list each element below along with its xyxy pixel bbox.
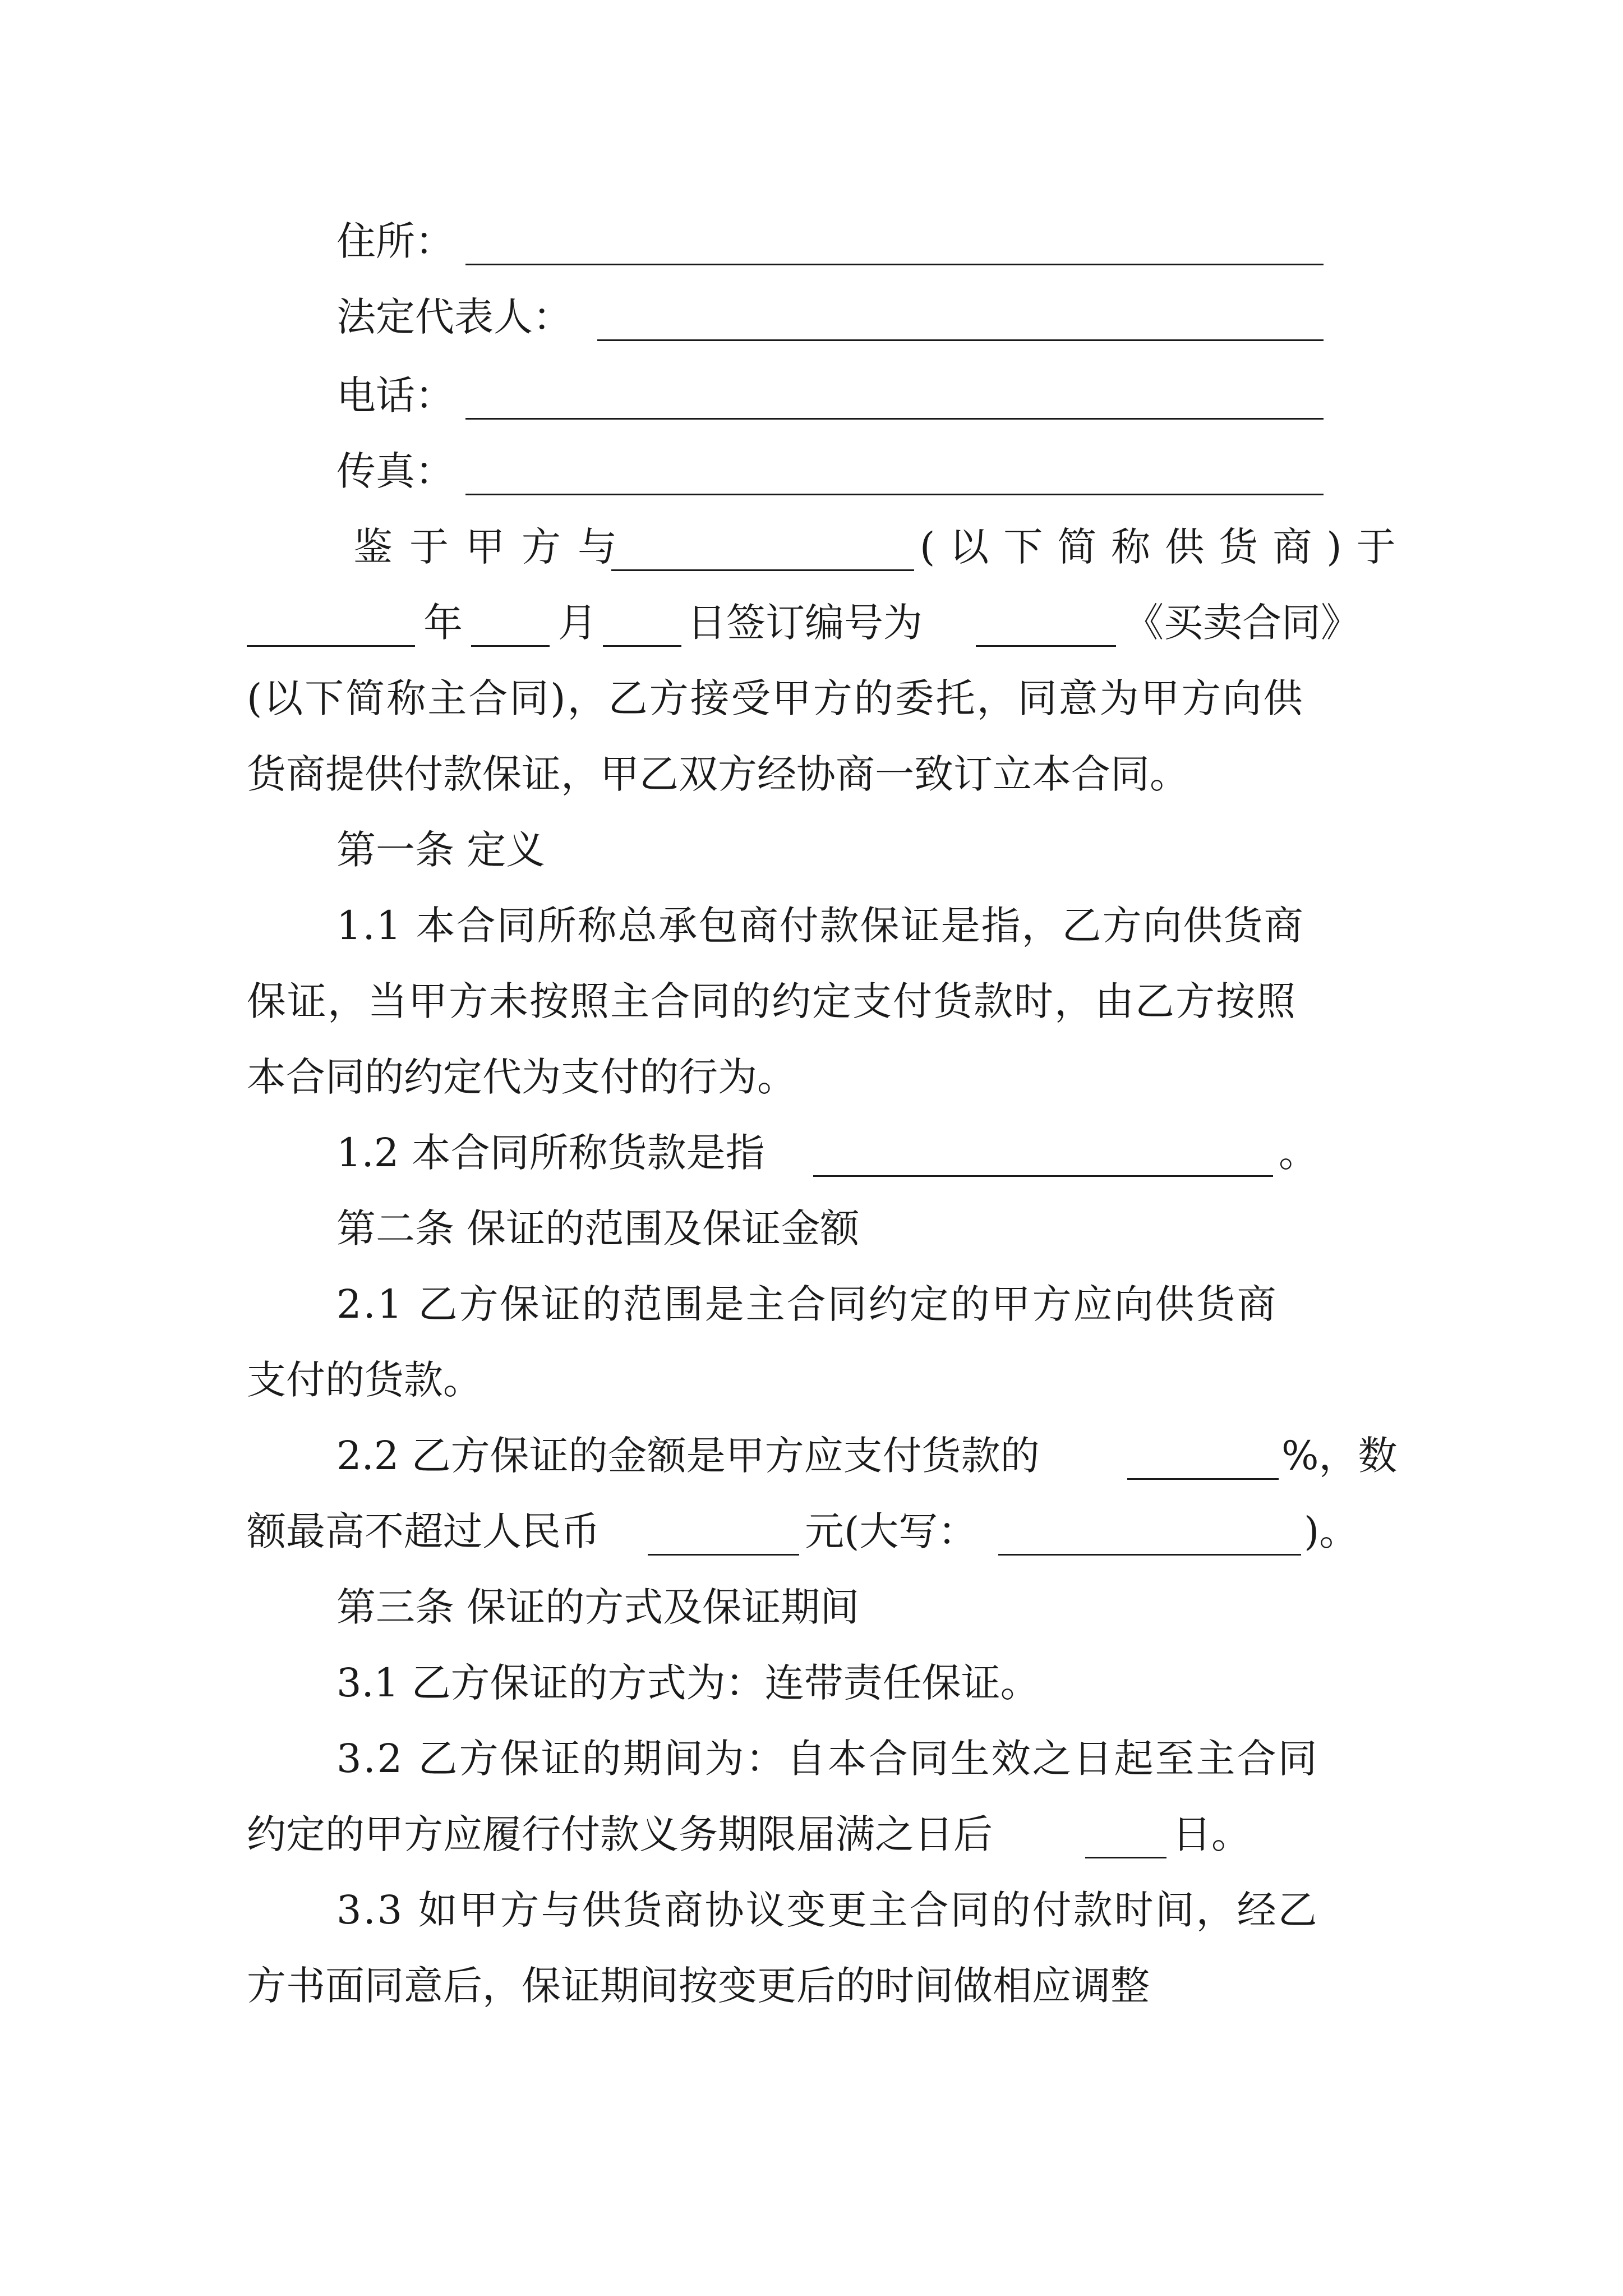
- address-label: 住所：: [336, 218, 454, 264]
- preamble-line-4: 货商提供付款保证，甲乙双方经协商一致订立本合同。: [247, 751, 1189, 797]
- clause-2-2-percent: %，数: [1281, 1433, 1398, 1479]
- year-blank[interactable]: [247, 645, 415, 647]
- day-blank[interactable]: [603, 645, 681, 647]
- clause-3-2-end: 日。: [1172, 1811, 1251, 1857]
- supplier-blank[interactable]: [611, 569, 914, 571]
- clause-1-2-end: 。: [1279, 1130, 1318, 1176]
- days-blank[interactable]: [1085, 1857, 1166, 1858]
- fax-blank[interactable]: [465, 494, 1324, 495]
- preamble-text-b: (以下简称供货商)于: [920, 524, 1410, 570]
- phone-blank[interactable]: [465, 418, 1324, 420]
- month-label: 月: [558, 600, 597, 646]
- clause-1-1-line-2: 保证，当甲方未按照主合同的约定支付货款时，由乙方按照: [247, 978, 1297, 1024]
- contract-no-blank[interactable]: [976, 645, 1116, 647]
- fax-label: 传真：: [336, 448, 454, 494]
- preamble-line-3: (以下简称主合同)，乙方接受甲方的委托，同意为甲方向供: [247, 675, 1304, 721]
- article-1-title: 第一条 定义: [336, 827, 546, 873]
- clause-3-2-line-2: 约定的甲方应履行付款义务期限届满之日后: [247, 1811, 993, 1857]
- clause-2-2-text: 2.2 乙方保证的金额是甲方应支付货款的: [336, 1433, 1040, 1479]
- clause-3-3-line-1: 3.3 如甲方与供货商协议变更主合同的付款时间，经乙: [336, 1887, 1319, 1933]
- preamble-text-a: 鉴于甲方与: [353, 524, 634, 570]
- clause-2-1-line-1: 2.1 乙方保证的范围是主合同约定的甲方应向供货商: [336, 1281, 1278, 1327]
- legal-rep-blank[interactable]: [597, 339, 1324, 341]
- percentage-blank[interactable]: [1127, 1478, 1279, 1480]
- clause-1-1-line-3: 本合同的约定代为支付的行为。: [247, 1054, 796, 1100]
- clause-1-1-line-1: 1.1 本合同所称总承包商付款保证是指，乙方向供货商: [336, 903, 1304, 949]
- article-2-title: 第二条 保证的范围及保证金额: [336, 1205, 860, 1251]
- clause-3-2-line-1: 3.2 乙方保证的期间为：自本合同生效之日起至主合同: [336, 1736, 1319, 1782]
- clause-2-2-line-2: 额最高不超过人民币: [247, 1508, 600, 1554]
- year-label: 年: [423, 600, 463, 646]
- clause-2-2-end: )。: [1304, 1508, 1359, 1554]
- clause-3-1: 3.1 乙方保证的方式为：连带责任保证。: [336, 1660, 1040, 1706]
- amount-words-label: 元(大写：: [805, 1508, 978, 1554]
- phone-label: 电话：: [336, 372, 454, 418]
- article-3-title: 第三条 保证的方式及保证期间: [336, 1584, 860, 1630]
- payment-definition-blank[interactable]: [813, 1175, 1273, 1177]
- clause-1-2-text: 1.2 本合同所称货款是指: [336, 1130, 765, 1176]
- clause-2-1-line-2: 支付的货款。: [247, 1357, 482, 1403]
- contract-no-label: 日签订编号为: [687, 600, 923, 646]
- legal-rep-label: 法定代表人：: [336, 294, 572, 340]
- amount-blank[interactable]: [648, 1554, 799, 1556]
- contract-title: 《买卖合同》: [1124, 600, 1360, 646]
- amount-words-blank[interactable]: [998, 1554, 1301, 1556]
- month-blank[interactable]: [471, 645, 550, 647]
- address-blank[interactable]: [465, 264, 1324, 265]
- clause-3-3-line-2: 方书面同意后，保证期间按变更后的时间做相应调整: [247, 1963, 1150, 2009]
